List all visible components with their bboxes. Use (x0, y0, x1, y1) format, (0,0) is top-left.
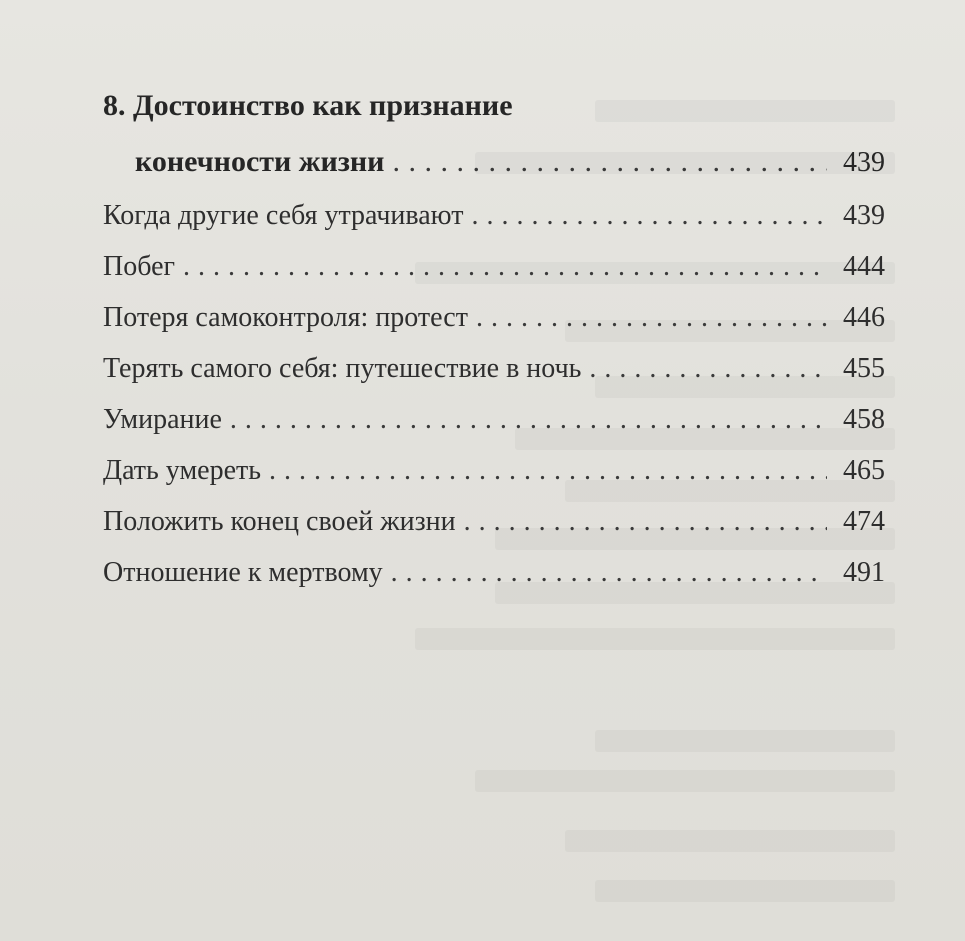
toc-entry (103, 445, 885, 496)
dot-leader (269, 445, 827, 496)
toc-entry (103, 343, 885, 394)
entry-page-number: 491 (843, 557, 885, 588)
entry-page-number: 444 (843, 251, 885, 282)
dot-leader (392, 134, 827, 190)
dot-leader (183, 241, 827, 292)
entry-title: Терять самого себя: путешествие в ночь (103, 353, 582, 384)
chapter-page-number: 439 (843, 147, 885, 178)
entry-page-number: 455 (843, 353, 885, 384)
dot-leader (476, 292, 827, 343)
chapter-title-continued: конечности жизни (135, 145, 385, 178)
dot-leader (230, 394, 827, 445)
table-of-contents (103, 78, 885, 598)
entry-title: Потеря самоконтроля: протест (103, 302, 468, 333)
entry-title: Когда другие себя утрачивают (103, 200, 464, 231)
dot-leader (589, 343, 827, 394)
chapter-title: 8. Достоинство как признание (103, 89, 513, 122)
toc-entry (103, 394, 885, 445)
toc-entry (103, 496, 885, 547)
entry-page-number: 474 (843, 506, 885, 537)
entry-title: Дать умереть (103, 455, 262, 486)
dot-leader (391, 547, 827, 598)
dot-leader (464, 496, 827, 547)
entry-page-number: 439 (843, 200, 885, 231)
entry-page-number: 465 (843, 455, 885, 486)
entry-page-number: 458 (843, 404, 885, 435)
toc-entry (103, 190, 885, 241)
dot-leader (471, 190, 827, 241)
toc-entry (103, 241, 885, 292)
chapter-heading (103, 78, 885, 190)
toc-entry (103, 547, 885, 598)
toc-entry (103, 292, 885, 343)
entry-title: Отношение к мертвому (103, 557, 383, 588)
entry-title: Умирание (103, 404, 222, 435)
entry-title: Побег (103, 251, 176, 282)
entry-title: Положить конец своей жизни (103, 506, 456, 537)
entry-page-number: 446 (843, 302, 885, 333)
chapter-title-continued-row (103, 134, 885, 190)
